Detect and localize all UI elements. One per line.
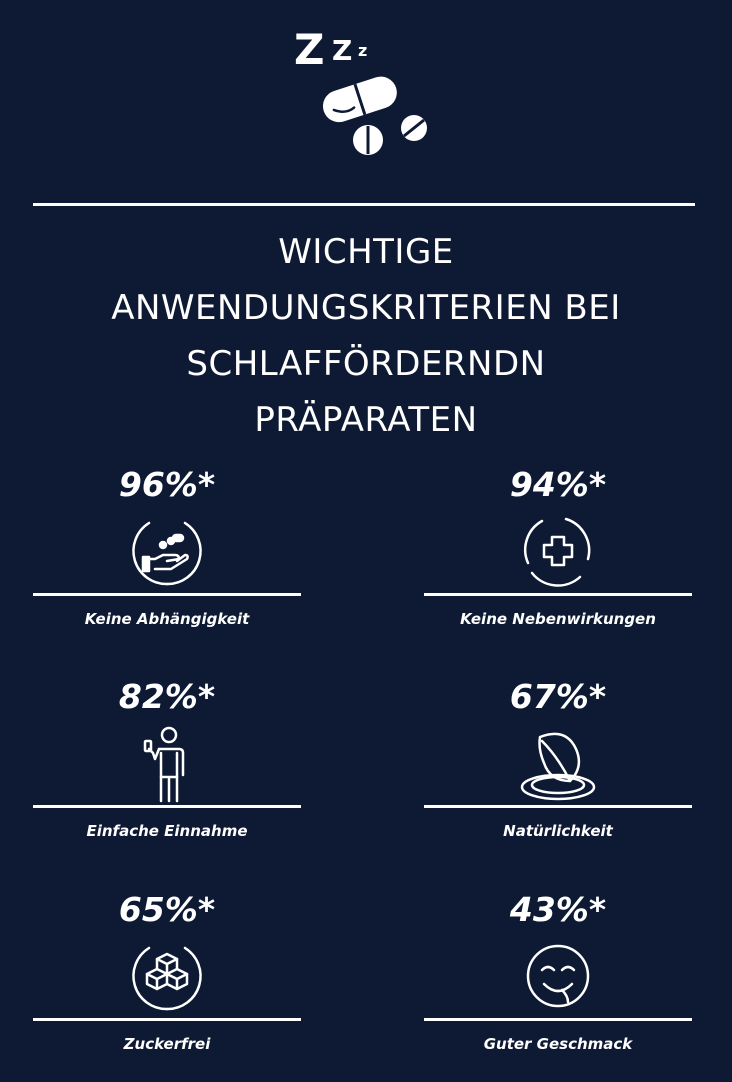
stat-label: Guter Geschmack <box>483 1035 633 1053</box>
stat-label: Keine Nebenwirkungen <box>460 610 656 628</box>
smiling-face-icon <box>518 936 598 1016</box>
stat-percent: 67%* <box>509 677 607 716</box>
medical-cross-icon <box>518 511 598 591</box>
stat-no-dependency <box>33 465 301 665</box>
pill-round-icon <box>353 125 383 155</box>
stat-sugar-free <box>33 890 301 1082</box>
title-line-1: WICHTIGE <box>278 232 454 272</box>
stat-good-taste <box>424 890 692 1082</box>
stat-percent: 65%* <box>118 890 216 929</box>
stat-label: Keine Abhängigkeit <box>84 610 250 628</box>
page-title <box>40 224 692 448</box>
title-line-2: ANWENDUNGSKRITERIEN BEI <box>111 288 621 328</box>
leaf-water-icon <box>518 723 598 803</box>
stat-divider <box>33 805 301 808</box>
sugar-cubes-icon <box>127 936 207 1016</box>
stat-divider <box>33 1018 301 1021</box>
title-line-3: SCHLAFFÖRDERNDN <box>186 344 546 384</box>
sleep-letter-medium: Z <box>332 34 353 67</box>
capsule-icon <box>319 72 401 126</box>
stat-percent: 94%* <box>509 465 607 504</box>
stat-no-side-effects <box>424 465 692 665</box>
stat-label: Zuckerfrei <box>123 1035 211 1053</box>
sleep-letter-large: Z <box>294 25 325 74</box>
stat-divider <box>424 805 692 808</box>
sleep-letter-small: z <box>358 41 368 60</box>
stat-label: Einfache Einnahme <box>86 822 248 840</box>
title-line-4: PRÄPARATEN <box>254 400 478 440</box>
top-divider <box>33 203 695 206</box>
stat-percent: 96%* <box>118 465 216 504</box>
stat-divider <box>424 1018 692 1021</box>
stat-percent: 82%* <box>118 677 216 716</box>
pill-round-small-icon <box>401 115 427 141</box>
sleep-pills-icon <box>286 22 446 162</box>
stat-divider <box>424 593 692 596</box>
person-taking-pill-icon <box>127 723 207 803</box>
stat-label: Natürlichkeit <box>503 822 613 840</box>
stat-percent: 43%* <box>509 890 607 929</box>
stat-naturalness <box>424 677 692 877</box>
stat-divider <box>33 593 301 596</box>
hand-with-pills-icon <box>127 511 207 591</box>
stat-easy-intake <box>33 677 301 877</box>
